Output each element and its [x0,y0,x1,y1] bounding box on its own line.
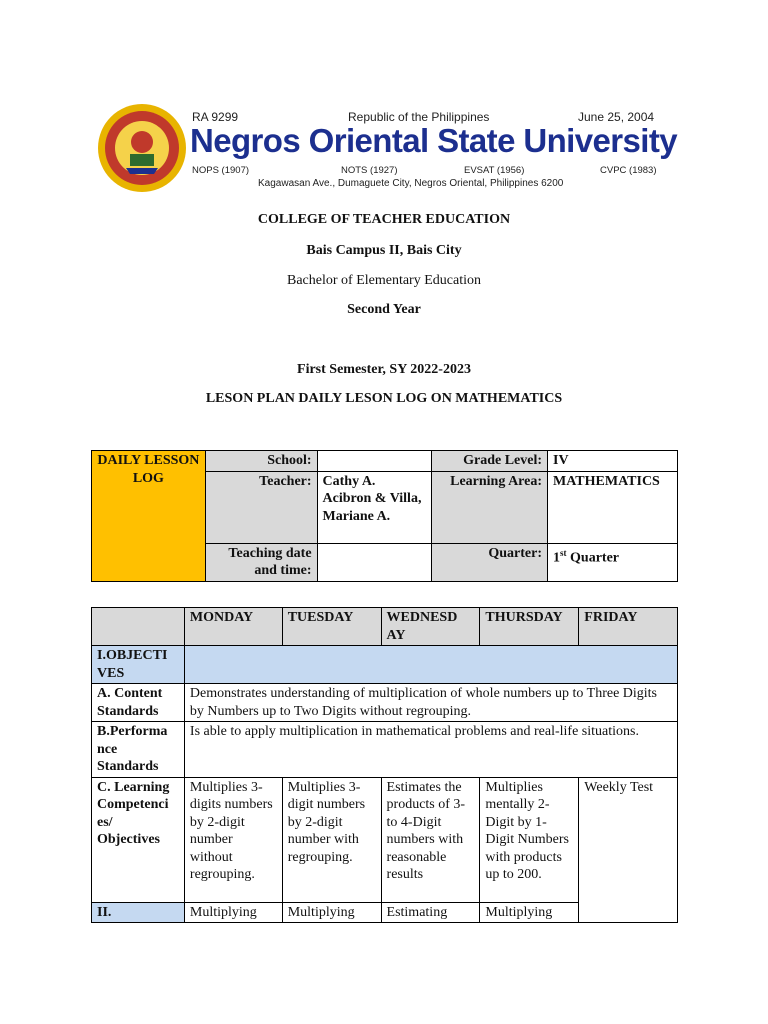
grade-level-label: Grade Level: [432,451,548,472]
competencies-row [92,777,678,902]
day-header-wednesday: WEDNESD AY [381,608,480,646]
letterhead [96,96,677,196]
campus-history-4: CVPC (1983) [600,165,657,176]
content-tuesday: Multiplying [282,902,381,923]
teaching-date-value [317,543,432,581]
republic-label: Republic of the Philippines [348,110,490,124]
year-level: Second Year [347,302,421,317]
competency-thursday: Multiplies mentally 2-Digit by 1-Digit Numbers with products up to 200. [480,777,579,902]
teacher-value: Cathy A. Acibron & Villa, Mariane A. [317,471,432,543]
day-header-tuesday: TUESDAY [282,608,381,646]
teaching-date-label: Teaching date and time: [205,543,317,581]
university-seal-icon [96,102,188,194]
daily-lesson-log-label: DAILY LESSON LOG [92,451,206,582]
content-standards-text: Demonstrates understanding of multiplication of whole numbers up to Three Digits by Numbers up to Two Digits without regrouping. [184,684,677,722]
campus-history-1: NOPS (1907) [192,165,250,176]
campus-history-2: NOTS (1927) [341,165,398,176]
performance-standards-text: Is able to apply multiplication in mathematical problems and real-life situations. [184,722,677,778]
lesson-log-info-table [91,450,678,582]
school-value [317,451,432,472]
charter-date: June 25, 2004 [578,110,655,124]
quarter-label: Quarter: [432,543,548,581]
corner-cell [92,608,185,646]
university-name: Negros Oriental State University [190,122,677,159]
performance-standards-label: B.Performa nce Standards [92,722,185,778]
grade-level-value: IV [548,451,678,472]
objectives-row [92,646,678,684]
school-label: School: [205,451,317,472]
university-address: Kagawasan Ave., Dumaguete City, Negros Oriental, Philippines 6200 [258,178,564,189]
competency-wednesday: Estimates the products of 3- to 4-Digit numbers with reasonable results [381,777,480,902]
content-standards-label: A. Content Standards [92,684,185,722]
competency-monday: Multiplies 3-digits numbers by 2-digit number without regrouping. [184,777,282,902]
lesson-plan-table [91,607,678,923]
day-header-monday: MONDAY [184,608,282,646]
competencies-label: C. Learning Competenci es/ Objectives [92,777,185,902]
competency-friday: Weekly Test [579,777,678,923]
objectives-band [184,646,677,684]
learning-area-label: Learning Area: [432,471,548,543]
objectives-label: I.OBJECTI VES [92,646,185,684]
learning-area-value: MATHEMATICS [548,471,678,543]
campus-history-3: EVSAT (1956) [464,165,525,176]
day-header-row [92,608,678,646]
teacher-label: Teacher: [205,471,317,543]
competency-tuesday: Multiplies 3-digit numbers by 2-digit number with regrouping. [282,777,381,902]
content-monday: Multiplying [184,902,282,923]
lesson-plan-title: LESON PLAN DAILY LESON LOG ON MATHEMATICS [205,391,563,406]
content-standards-row [92,684,678,722]
semester: First Semester, SY 2022-2023 [297,362,471,377]
content-row-label: II. [92,902,185,923]
content-thursday: Multiplying [480,902,579,923]
quarter-value: 1st Quarter [548,543,678,581]
campus-name: Bais Campus II, Bais City [306,243,462,258]
day-header-friday: FRIDAY [579,608,678,646]
program-name: Bachelor of Elementary Education [287,273,481,288]
college-name: COLLEGE OF TEACHER EDUCATION [257,212,511,227]
content-wednesday: Estimating [381,902,480,923]
law-reference: RA 9299 [192,110,239,124]
performance-standards-row [92,722,678,778]
day-header-thursday: THURSDAY [480,608,579,646]
